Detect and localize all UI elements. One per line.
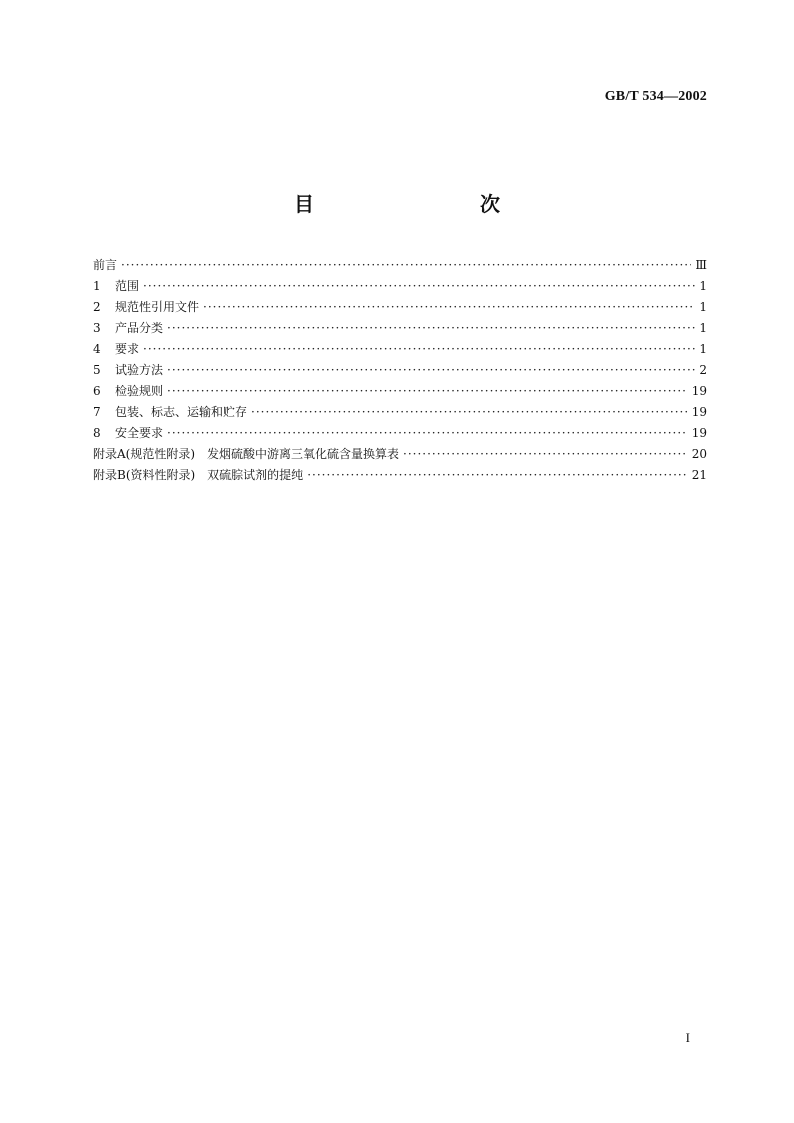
toc-entry-page: 19 [691, 426, 707, 440]
toc-entry-2[interactable] [93, 297, 707, 318]
toc-entry-number: 4 [93, 342, 101, 356]
toc-entry-label: 产品分类 [115, 321, 164, 335]
toc-leader [167, 360, 695, 381]
toc-entry-page: 19 [691, 384, 707, 398]
toc-leader [167, 318, 695, 339]
toc-entry-3[interactable] [93, 318, 707, 339]
toc-leader [167, 381, 688, 402]
toc-leader [307, 465, 688, 486]
toc-entry-label: 附录A(规范性附录) 发烟硫酸中游离三氧化硫含量换算表 [93, 447, 400, 461]
toc-entry-label: 规范性引用文件 [115, 300, 200, 314]
toc-entry-label: 要求 [115, 342, 140, 356]
toc-entry-5[interactable] [93, 360, 707, 381]
table-of-contents [93, 255, 707, 486]
toc-entry-number: 5 [93, 363, 101, 377]
toc-entry-appendix-a[interactable] [93, 444, 707, 465]
toc-leader [121, 255, 691, 276]
page-number: I [685, 1030, 690, 1045]
toc-entry-label: 前言 [93, 258, 118, 272]
toc-entry-1[interactable] [93, 276, 707, 297]
toc-entry-label: 包装、标志、运输和贮存 [115, 405, 248, 419]
toc-entry-number: 7 [93, 405, 101, 419]
toc-entry-appendix-b[interactable] [93, 465, 707, 486]
toc-entry-label: 试验方法 [115, 363, 164, 377]
toc-leader [251, 402, 688, 423]
toc-entry-page: 1 [699, 300, 707, 314]
toc-entry-page: 21 [691, 468, 707, 482]
toc-entry-page: 1 [699, 342, 707, 356]
toc-entry-number: 2 [93, 300, 101, 314]
toc-entry-label: 附录B(资料性附录) 双硫腙试剂的提纯 [93, 468, 304, 482]
toc-entry-8[interactable] [93, 423, 707, 444]
toc-entry-page: 2 [699, 363, 707, 377]
page-title: 目 次 [294, 192, 542, 216]
toc-entry-number: 1 [93, 279, 101, 293]
toc-entry-page: 20 [691, 447, 707, 461]
toc-entry-page: 19 [691, 405, 707, 419]
toc-entry-label: 检验规则 [115, 384, 164, 398]
toc-entry-number: 6 [93, 384, 101, 398]
toc-leader [203, 297, 695, 318]
toc-entry-4[interactable] [93, 339, 707, 360]
toc-leader [403, 444, 688, 465]
toc-entry-foreword[interactable] [93, 255, 707, 276]
toc-entry-number: 3 [93, 321, 101, 335]
toc-leader [143, 339, 695, 360]
toc-leader [167, 423, 688, 444]
toc-entry-label: 安全要求 [115, 426, 164, 440]
toc-leader [143, 276, 695, 297]
toc-entry-6[interactable] [93, 381, 707, 402]
toc-entry-page: 1 [699, 279, 707, 293]
toc-entry-7[interactable] [93, 402, 707, 423]
toc-entry-label: 范围 [115, 279, 140, 293]
standard-code: GB/T 534—2002 [604, 89, 707, 104]
toc-entry-page: 1 [699, 321, 707, 335]
toc-entry-number: 8 [93, 426, 101, 440]
toc-entry-page: Ⅲ [695, 258, 707, 272]
